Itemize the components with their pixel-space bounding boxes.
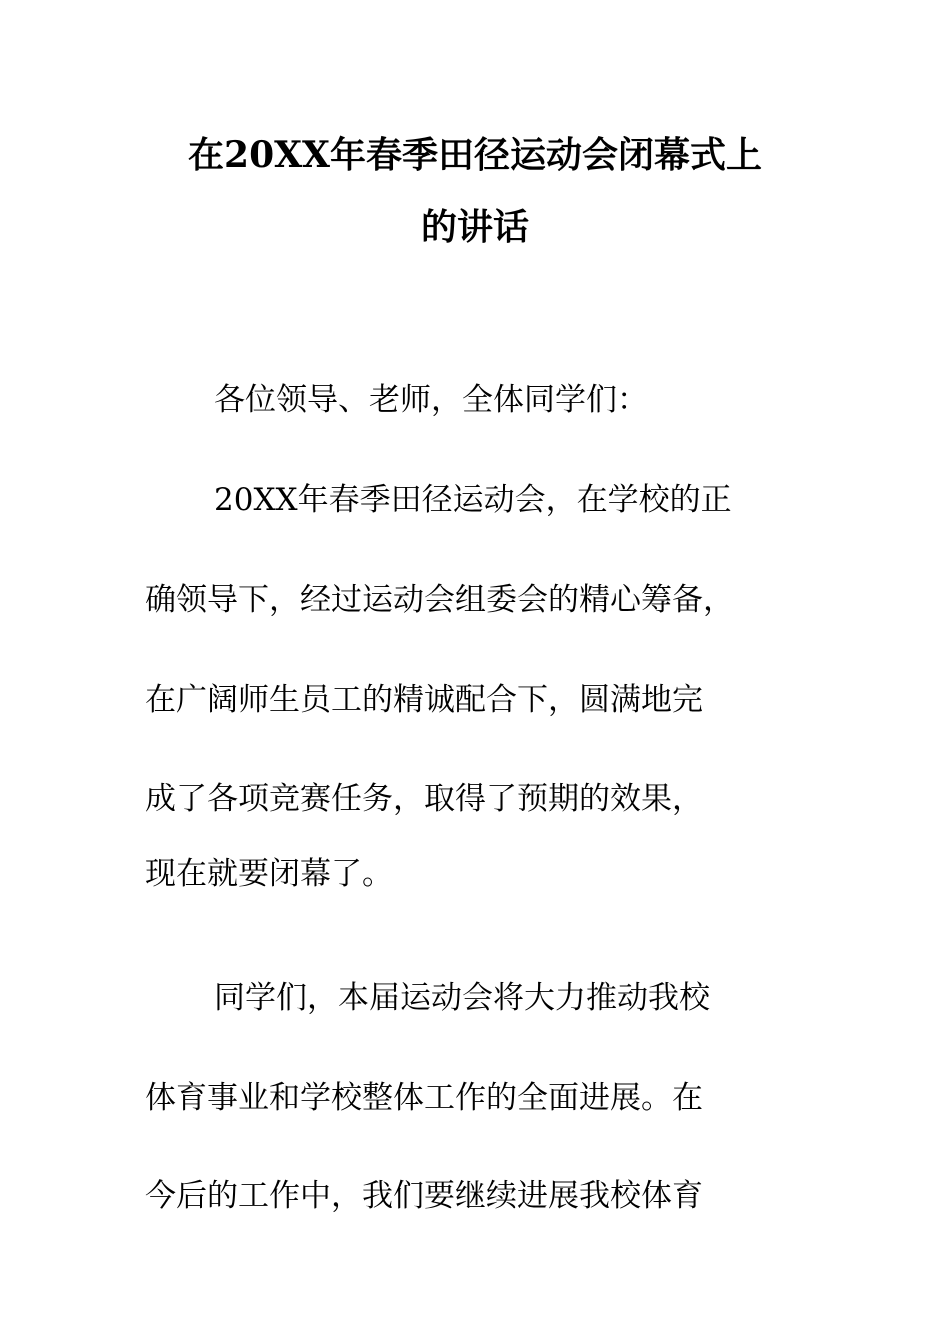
paragraph-line: 在广阔师生员工的精诚配合下，圆满地完 xyxy=(145,682,703,718)
document-title-line-1: 在20XX年春季田径运动会闭幕式上 xyxy=(188,134,762,176)
document-title-line-2: 的讲话 xyxy=(420,206,529,248)
salutation: 各位领导、老师，全体同学们： xyxy=(214,382,648,418)
paragraph-line: 现在就要闭幕了。 xyxy=(145,856,393,892)
paragraph-line: 确领导下，经过运动会组委会的精心筹备， xyxy=(145,582,734,618)
paragraph-line: 体育事业和学校整体工作的全面进展。在 xyxy=(145,1080,703,1116)
paragraph-line: 今后的工作中，我们要继续进展我校体育 xyxy=(145,1178,703,1214)
paragraph-line: 同学们，本届运动会将大力推动我校 xyxy=(214,980,710,1016)
paragraph-line: 成了各项竞赛任务，取得了预期的效果， xyxy=(145,781,703,817)
paragraph-line: 20XX年春季田径运动会，在学校的正 xyxy=(214,482,732,518)
